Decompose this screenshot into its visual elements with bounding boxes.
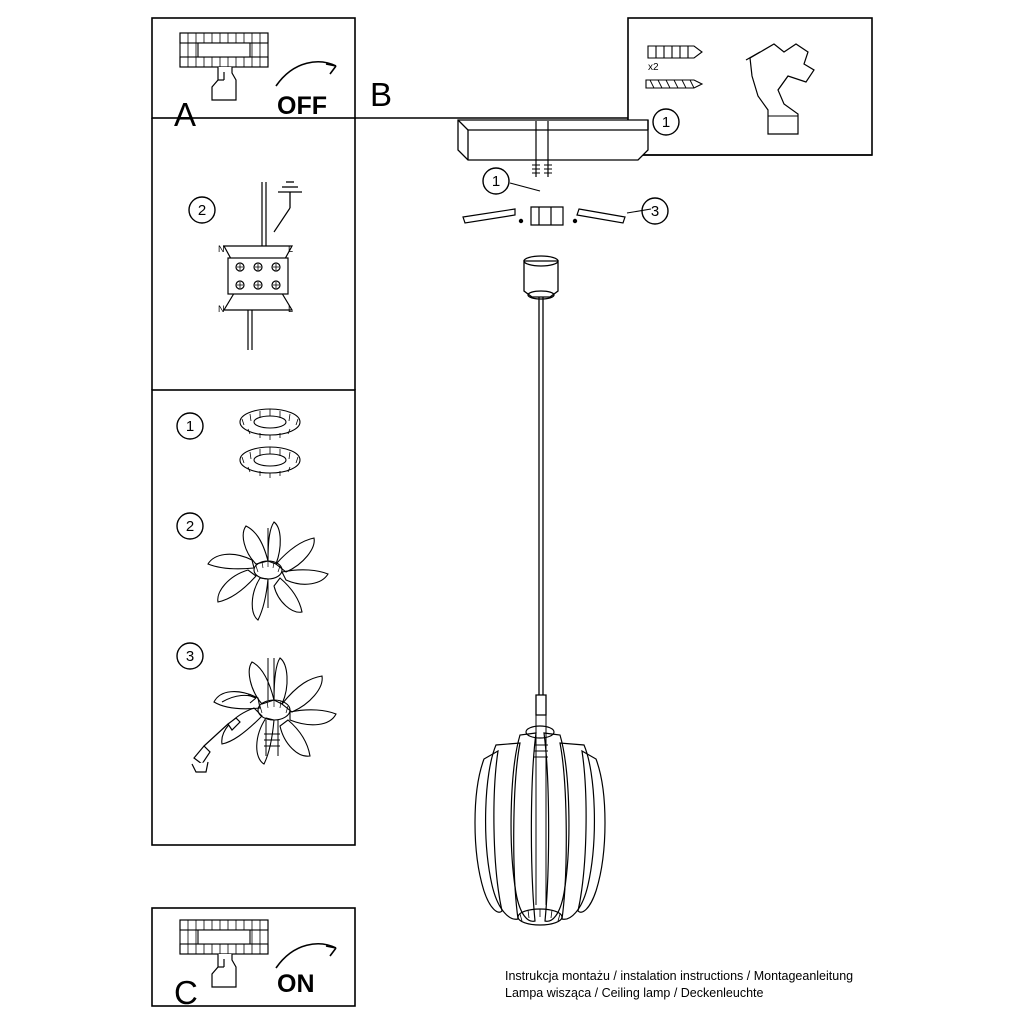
curved-arrow-icon [272, 938, 342, 974]
svg-text:L: L [288, 244, 294, 254]
svg-text:N: N [218, 304, 225, 314]
svg-text:N: N [218, 244, 225, 254]
hand-pointing-icon [212, 954, 236, 987]
pendant-lamp-assembled-icon [440, 245, 690, 935]
shade-slats-flat-icon [182, 508, 357, 633]
svg-text:3: 3 [650, 203, 660, 220]
footer-line-1: Instrukcja montażu / instalation instructions / Montageanleitung [505, 969, 854, 983]
panel-b-letter: B [370, 76, 393, 113]
svg-text:L: L [288, 304, 294, 314]
svg-text:2: 2 [185, 518, 195, 535]
screw-icon [646, 80, 702, 88]
panel-a-action-label: OFF [277, 92, 327, 120]
svg-text:1: 1 [491, 173, 501, 190]
canopy-parts-group [455, 195, 685, 245]
step-number-3-canopy [637, 195, 677, 235]
footer-caption [505, 968, 853, 1002]
panel-wiring [170, 160, 355, 380]
tools-quantity-label: x2 [648, 62, 659, 73]
footer-line-2: Lampa wisząca / Ceiling lamp / Deckenleuchte [505, 986, 764, 1000]
wall-plug-icon [648, 46, 702, 58]
panel-a-letter: A [174, 96, 197, 133]
panel-c-action-label: ON [277, 970, 315, 998]
panel-c [152, 908, 355, 1011]
earth-ground-symbol [278, 182, 302, 208]
curved-arrow-icon [272, 56, 342, 92]
svg-text:1: 1 [661, 114, 671, 131]
panel-c-letter: C [174, 974, 199, 1011]
hand-screwdriver-icon [192, 718, 240, 772]
panel-assembly [152, 390, 355, 845]
panel-a [152, 18, 355, 133]
svg-text:1: 1 [185, 418, 195, 435]
shade-assembly-tighten-icon [182, 638, 362, 788]
ceiling-bracket-group [440, 95, 670, 205]
two-toothed-rings-icon [220, 400, 340, 490]
step-number-1-assembly [172, 408, 212, 448]
svg-text:3: 3 [185, 648, 195, 665]
svg-text:2: 2 [197, 202, 207, 219]
hand-pointing-icon [212, 67, 236, 100]
terminal-block-icon [170, 160, 355, 380]
power-drill-icon [746, 44, 814, 134]
